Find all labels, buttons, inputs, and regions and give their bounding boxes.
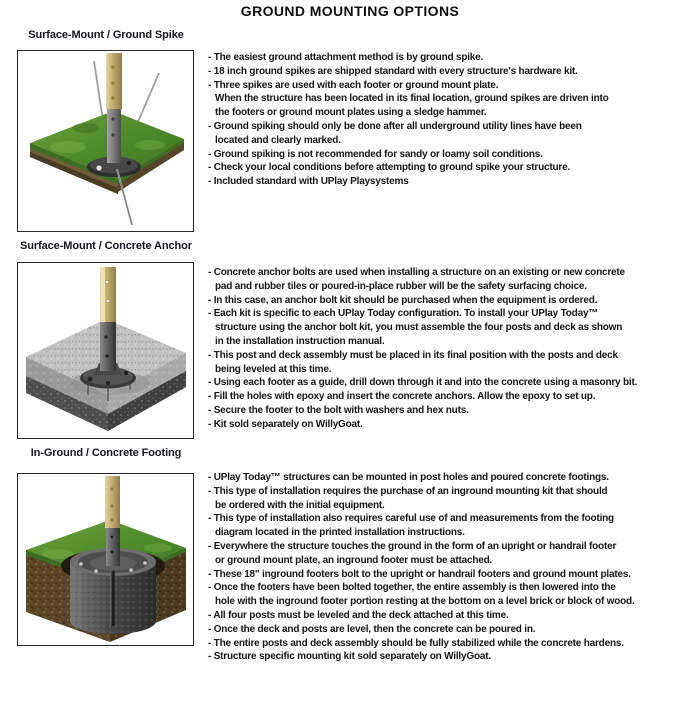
bullet-line: - This type of installation requires the purchase of an inground mounting kit that should bbox=[208, 485, 608, 497]
bullet-line: - Everywhere the structure touches the ground in the form of an upright or handrail footer bbox=[208, 540, 617, 552]
bullet-line: When the structure has been located in its final location, ground spikes are driven into bbox=[215, 93, 609, 105]
concrete-anchor-text bbox=[208, 266, 700, 432]
bullet-line: hole with the inground footer portion resting at the bottom on a level brick or block of wood. bbox=[215, 596, 635, 608]
ground-spike-drawing bbox=[18, 51, 193, 231]
bullet-line: - The easiest ground attachment method is by ground spike. bbox=[208, 52, 484, 63]
bullet-line: - Kit sold separately on WillyGoat. bbox=[208, 418, 363, 430]
bullet-line: - This post and deck assembly must be placed in its final position with the posts and deck bbox=[208, 349, 618, 361]
bullet-line: - Once the deck and posts are level, then the concrete can be poured in. bbox=[208, 623, 536, 635]
bullet-line: - Included standard with UPlay Playsystems bbox=[208, 176, 409, 188]
bullet-line: structure using the anchor bolt kit, you must assemble the four posts and deck as shown bbox=[215, 322, 623, 334]
section-title-concrete-anchor: Surface-Mount / Concrete Anchor bbox=[20, 240, 192, 252]
bullet-line: - Concrete anchor bolts are used when installing a structure on an existing or new concrete bbox=[208, 267, 625, 278]
bullet-line: diagram located in the printed installation instructions. bbox=[215, 527, 465, 539]
bullet-line: - The entire posts and deck assembly should be fully stabilized while the concrete hardens. bbox=[208, 637, 624, 649]
bullet-line: located and clearly marked. bbox=[215, 134, 341, 146]
bullet-line: - UPlay Today™ structures can be mounted in post holes and poured concrete footings. bbox=[208, 472, 609, 483]
page-title: GROUND MOUNTING OPTIONS bbox=[240, 3, 460, 19]
section-title-ground-spike: Surface-Mount / Ground Spike bbox=[28, 29, 184, 41]
bullet-line: - These 18" inground footers bolt to the upright or handrail footers and ground mount plates. bbox=[208, 568, 631, 580]
bullet-line: - 18 inch ground spikes are shipped standard with every structure's hardware kit. bbox=[208, 65, 578, 77]
bullet-line: - In this case, an anchor bolt kit should be purchased when the equipment is ordered. bbox=[208, 294, 598, 306]
concrete-anchor-illustration bbox=[17, 262, 194, 439]
concrete-footing-illustration bbox=[17, 473, 194, 646]
concrete-anchor-drawing bbox=[18, 263, 193, 438]
bullet-line: - Using each footer as a guide, drill down through it and into the concrete using a masonry bit. bbox=[208, 377, 638, 389]
bullet-line: the footers or ground mount plates using a sledge hammer. bbox=[215, 107, 487, 119]
ground-spike-text bbox=[208, 51, 700, 189]
bullet-line: - Structure specific mounting kit sold separately on WillyGoat. bbox=[208, 651, 491, 663]
bullet-line: - Each kit is specific to each UPlay Today configuration. To install your UPlay Today™ bbox=[208, 308, 599, 320]
concrete-footing-text bbox=[208, 471, 700, 664]
bullet-line: - All four posts must be leveled and the deck attached at this time. bbox=[208, 609, 509, 621]
bullet-line: be ordered with the initial equipment. bbox=[215, 499, 385, 511]
bullet-line: in the installation instruction manual. bbox=[215, 335, 385, 347]
bullet-line: - Ground spiking is not recommended for sandy or loamy soil conditions. bbox=[208, 148, 543, 160]
bullet-line: - Secure the footer to the bolt with washers and hex nuts. bbox=[208, 404, 469, 416]
ground-spike-illustration bbox=[17, 50, 194, 232]
bullet-line: or ground mount plate, an inground footer must be attached. bbox=[215, 554, 493, 566]
bullet-line: - Fill the holes with epoxy and insert the concrete anchors. Allow the epoxy to set up. bbox=[208, 391, 596, 403]
bullet-line: - Check your local conditions before attempting to ground spike your structure. bbox=[208, 162, 571, 174]
bullet-line: being leveled at this time. bbox=[215, 363, 332, 375]
bullet-line: - Three spikes are used with each footer or ground mount plate. bbox=[208, 79, 499, 91]
section-title-concrete-footing: In-Ground / Concrete Footing bbox=[30, 447, 182, 459]
bullet-line: - This type of installation also requires careful use of and measurements from the footing bbox=[208, 513, 614, 525]
bullet-line: pad and rubber tiles or poured-in-place rubber will be the safety surfacing choice. bbox=[215, 280, 587, 292]
bullet-line: - Ground spiking should only be done after all underground utility lines have been bbox=[208, 120, 582, 132]
bullet-line: - Once the footers have been bolted together, the entire assembly is then lowered into the bbox=[208, 582, 616, 594]
concrete-footing-drawing bbox=[18, 474, 193, 645]
